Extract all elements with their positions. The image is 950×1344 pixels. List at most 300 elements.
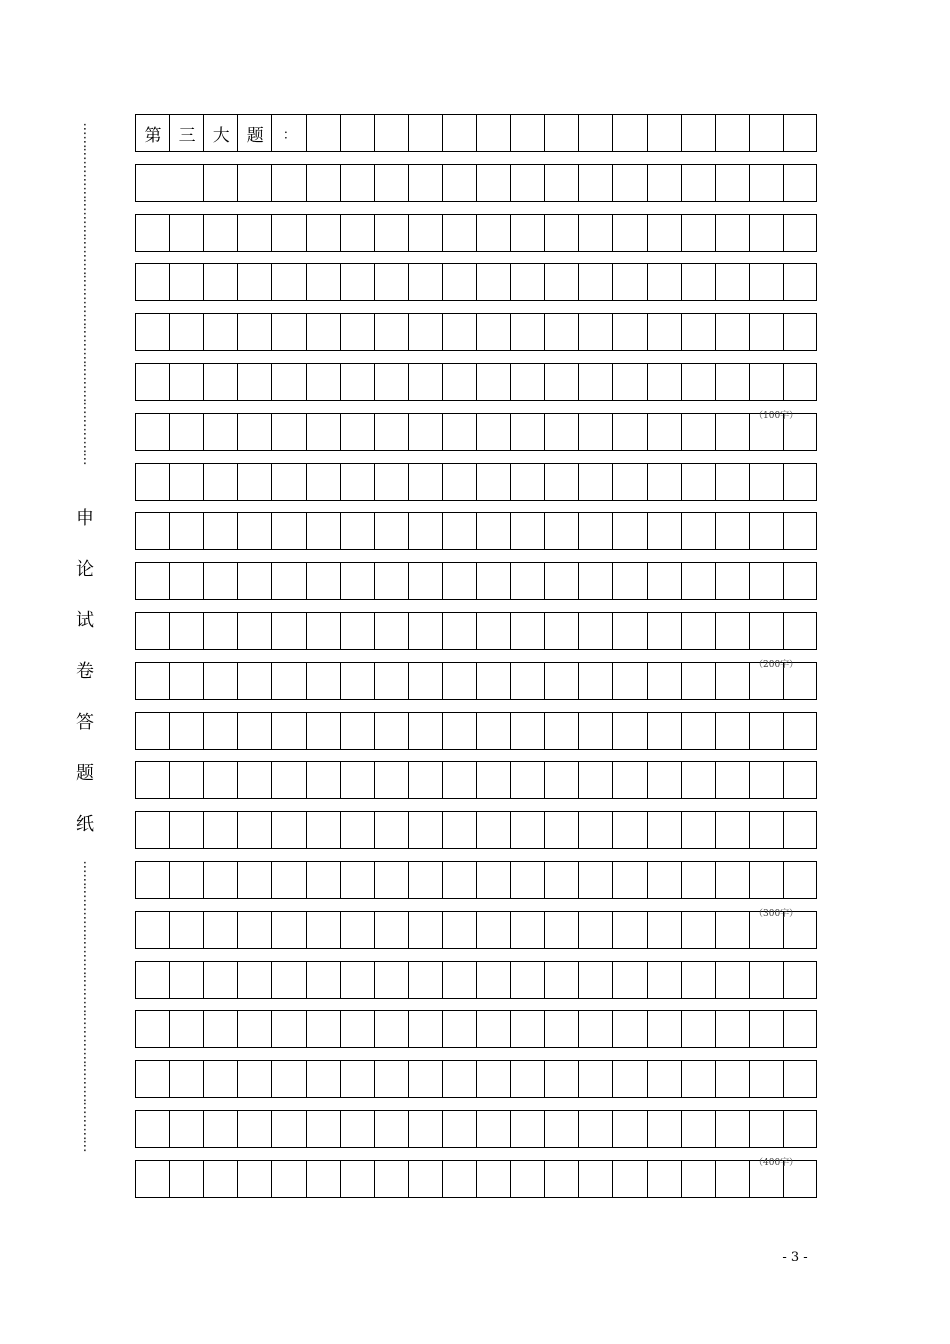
- grid-cell[interactable]: [306, 713, 340, 749]
- grid-cell[interactable]: [271, 364, 305, 400]
- grid-cell[interactable]: [271, 862, 305, 898]
- grid-cell[interactable]: [647, 713, 681, 749]
- grid-cell[interactable]: [237, 264, 271, 300]
- grid-cell[interactable]: [271, 912, 305, 948]
- grid-cell[interactable]: [681, 912, 715, 948]
- grid-cell[interactable]: [715, 464, 749, 500]
- grid-cell[interactable]: [681, 1061, 715, 1097]
- grid-cell[interactable]: [715, 1011, 749, 1047]
- grid-cell[interactable]: [169, 1061, 203, 1097]
- grid-cell[interactable]: [169, 663, 203, 699]
- grid-cell[interactable]: [237, 364, 271, 400]
- grid-cell[interactable]: [715, 1111, 749, 1147]
- grid-cell[interactable]: [408, 1161, 442, 1197]
- grid-cell[interactable]: [578, 563, 612, 599]
- grid-cell[interactable]: [510, 364, 544, 400]
- grid-cell[interactable]: [203, 663, 237, 699]
- grid-cell[interactable]: [271, 1111, 305, 1147]
- grid-cell[interactable]: [510, 663, 544, 699]
- grid-cell[interactable]: [203, 1011, 237, 1047]
- grid-cell[interactable]: [715, 264, 749, 300]
- grid-cell[interactable]: [715, 215, 749, 251]
- grid-cell[interactable]: [169, 563, 203, 599]
- grid-cell[interactable]: [647, 513, 681, 549]
- grid-cell[interactable]: [544, 264, 578, 300]
- grid-cell[interactable]: [510, 1161, 544, 1197]
- grid-cell[interactable]: [715, 762, 749, 798]
- grid-cell[interactable]: [237, 1161, 271, 1197]
- grid-cell[interactable]: [783, 513, 817, 549]
- grid-cell[interactable]: [237, 1061, 271, 1097]
- grid-cell[interactable]: [476, 513, 510, 549]
- grid-cell[interactable]: [578, 962, 612, 998]
- grid-cell[interactable]: [169, 264, 203, 300]
- grid-cell[interactable]: [271, 563, 305, 599]
- grid-cell[interactable]: [578, 1111, 612, 1147]
- grid-cell[interactable]: [647, 364, 681, 400]
- grid-cell[interactable]: [340, 663, 374, 699]
- grid-cell[interactable]: [203, 1161, 237, 1197]
- grid-cell[interactable]: [612, 912, 646, 948]
- grid-cell[interactable]: [612, 165, 646, 201]
- grid-cell[interactable]: [306, 464, 340, 500]
- grid-cell[interactable]: [203, 364, 237, 400]
- grid-cell[interactable]: [783, 962, 817, 998]
- grid-cell[interactable]: [476, 1111, 510, 1147]
- grid-cell[interactable]: [306, 812, 340, 848]
- grid-cell[interactable]: [408, 513, 442, 549]
- grid-cell[interactable]: [681, 314, 715, 350]
- grid-cell[interactable]: [612, 762, 646, 798]
- grid-cell[interactable]: [374, 1111, 408, 1147]
- grid-cell[interactable]: [544, 912, 578, 948]
- grid-cell[interactable]: [271, 264, 305, 300]
- grid-cell[interactable]: [544, 1111, 578, 1147]
- grid-cell[interactable]: [306, 414, 340, 450]
- grid-cell[interactable]: [271, 314, 305, 350]
- grid-cell[interactable]: [442, 563, 476, 599]
- grid-cell[interactable]: [306, 563, 340, 599]
- grid-cell[interactable]: [340, 115, 374, 151]
- grid-cell[interactable]: [783, 613, 817, 649]
- grid-cell[interactable]: [306, 862, 340, 898]
- grid-cell[interactable]: [442, 1161, 476, 1197]
- grid-cell[interactable]: [306, 663, 340, 699]
- grid-cell[interactable]: [476, 1011, 510, 1047]
- grid-cell[interactable]: [544, 812, 578, 848]
- grid-cell[interactable]: [783, 264, 817, 300]
- grid-cell[interactable]: [374, 1161, 408, 1197]
- grid-cell[interactable]: [306, 115, 340, 151]
- grid-cell[interactable]: [647, 464, 681, 500]
- grid-cell[interactable]: [749, 762, 783, 798]
- grid-cell[interactable]: [237, 862, 271, 898]
- grid-cell[interactable]: [442, 414, 476, 450]
- grid-cell[interactable]: [169, 962, 203, 998]
- grid-cell[interactable]: [681, 513, 715, 549]
- grid-cell[interactable]: [715, 513, 749, 549]
- grid-cell[interactable]: [169, 513, 203, 549]
- grid-cell[interactable]: [374, 165, 408, 201]
- grid-cell[interactable]: [374, 762, 408, 798]
- grid-cell[interactable]: [681, 762, 715, 798]
- grid-cell[interactable]: [306, 165, 340, 201]
- grid-cell[interactable]: [237, 912, 271, 948]
- grid-cell[interactable]: [203, 414, 237, 450]
- grid-cell[interactable]: [476, 464, 510, 500]
- grid-cell[interactable]: [203, 464, 237, 500]
- grid-cell[interactable]: [203, 314, 237, 350]
- grid-cell[interactable]: [510, 563, 544, 599]
- grid-cell[interactable]: [510, 912, 544, 948]
- grid-cell[interactable]: [783, 563, 817, 599]
- grid-cell[interactable]: [612, 613, 646, 649]
- grid-cell[interactable]: [647, 912, 681, 948]
- grid-cell[interactable]: [647, 264, 681, 300]
- grid-cell[interactable]: [612, 1061, 646, 1097]
- grid-cell[interactable]: [374, 663, 408, 699]
- grid-cell[interactable]: [510, 1011, 544, 1047]
- grid-cell[interactable]: [271, 215, 305, 251]
- grid-cell[interactable]: [408, 165, 442, 201]
- grid-cell[interactable]: [408, 962, 442, 998]
- grid-cell[interactable]: [510, 513, 544, 549]
- grid-cell[interactable]: [169, 713, 203, 749]
- grid-cell[interactable]: [237, 762, 271, 798]
- grid-cell[interactable]: [510, 962, 544, 998]
- grid-cell[interactable]: [647, 862, 681, 898]
- grid-cell[interactable]: [612, 414, 646, 450]
- grid-cell[interactable]: [647, 215, 681, 251]
- grid-cell[interactable]: [578, 912, 612, 948]
- grid-cell[interactable]: [681, 165, 715, 201]
- grid-cell[interactable]: [169, 762, 203, 798]
- grid-cell[interactable]: [237, 962, 271, 998]
- grid-cell[interactable]: [408, 713, 442, 749]
- grid-cell[interactable]: [408, 215, 442, 251]
- grid-cell[interactable]: [306, 364, 340, 400]
- grid-cell[interactable]: [715, 713, 749, 749]
- grid-cell[interactable]: [715, 912, 749, 948]
- grid-cell[interactable]: [647, 115, 681, 151]
- grid-cell[interactable]: [169, 862, 203, 898]
- grid-cell[interactable]: [510, 862, 544, 898]
- grid-cell[interactable]: [476, 862, 510, 898]
- grid-cell[interactable]: [612, 1011, 646, 1047]
- grid-cell[interactable]: [306, 1161, 340, 1197]
- grid-cell[interactable]: [408, 812, 442, 848]
- grid-cell[interactable]: [271, 613, 305, 649]
- grid-cell[interactable]: [612, 115, 646, 151]
- grid-cell[interactable]: [612, 812, 646, 848]
- grid-cell[interactable]: [544, 215, 578, 251]
- grid-cell[interactable]: [612, 264, 646, 300]
- grid-cell[interactable]: [340, 1161, 374, 1197]
- grid-cell[interactable]: [510, 1111, 544, 1147]
- grid-cell[interactable]: [647, 663, 681, 699]
- grid-cell[interactable]: [715, 364, 749, 400]
- grid-cell[interactable]: [237, 513, 271, 549]
- grid-cell[interactable]: [442, 762, 476, 798]
- grid-cell[interactable]: [476, 414, 510, 450]
- grid-cell[interactable]: [647, 962, 681, 998]
- grid-cell[interactable]: [647, 762, 681, 798]
- grid-cell[interactable]: [408, 762, 442, 798]
- grid-cell[interactable]: [783, 862, 817, 898]
- grid-cell[interactable]: [544, 414, 578, 450]
- grid-cell[interactable]: [237, 563, 271, 599]
- grid-cell[interactable]: [749, 862, 783, 898]
- grid-cell[interactable]: [578, 1061, 612, 1097]
- grid-cell[interactable]: [374, 1061, 408, 1097]
- grid-cell[interactable]: [203, 563, 237, 599]
- grid-cell[interactable]: [442, 613, 476, 649]
- grid-cell[interactable]: [169, 912, 203, 948]
- grid-cell[interactable]: [578, 314, 612, 350]
- grid-cell[interactable]: [681, 663, 715, 699]
- grid-cell[interactable]: [408, 414, 442, 450]
- grid-cell[interactable]: [749, 215, 783, 251]
- grid-cell[interactable]: [715, 1061, 749, 1097]
- grid-cell[interactable]: [578, 1011, 612, 1047]
- grid-cell[interactable]: [271, 165, 305, 201]
- grid-cell[interactable]: [783, 115, 817, 151]
- grid-cell[interactable]: [271, 962, 305, 998]
- grid-cell[interactable]: [510, 1061, 544, 1097]
- grid-cell[interactable]: [169, 314, 203, 350]
- grid-cell[interactable]: [749, 115, 783, 151]
- grid-cell[interactable]: [647, 1161, 681, 1197]
- grid-cell[interactable]: [476, 713, 510, 749]
- grid-cell[interactable]: [612, 962, 646, 998]
- grid-cell[interactable]: [510, 215, 544, 251]
- grid-cell[interactable]: [306, 1011, 340, 1047]
- grid-cell[interactable]: [442, 215, 476, 251]
- grid-cell[interactable]: [544, 762, 578, 798]
- grid-cell[interactable]: [612, 364, 646, 400]
- grid-cell[interactable]: [203, 215, 237, 251]
- grid-cell[interactable]: [578, 762, 612, 798]
- grid-cell[interactable]: [374, 414, 408, 450]
- grid-cell[interactable]: [783, 464, 817, 500]
- grid-cell[interactable]: [169, 613, 203, 649]
- grid-cell[interactable]: [408, 1011, 442, 1047]
- grid-cell[interactable]: [510, 414, 544, 450]
- grid-cell[interactable]: [749, 613, 783, 649]
- grid-cell[interactable]: [203, 912, 237, 948]
- grid-cell[interactable]: [442, 464, 476, 500]
- grid-cell[interactable]: [715, 613, 749, 649]
- grid-cell[interactable]: [749, 1111, 783, 1147]
- grid-cell[interactable]: [203, 862, 237, 898]
- grid-cell[interactable]: [442, 165, 476, 201]
- grid-cell[interactable]: [476, 215, 510, 251]
- grid-cell[interactable]: [442, 115, 476, 151]
- grid-cell[interactable]: [510, 713, 544, 749]
- grid-cell[interactable]: [340, 264, 374, 300]
- grid-cell[interactable]: [203, 1061, 237, 1097]
- grid-cell[interactable]: [408, 264, 442, 300]
- grid-cell[interactable]: [237, 464, 271, 500]
- grid-cell[interactable]: [169, 215, 203, 251]
- grid-cell[interactable]: [169, 364, 203, 400]
- grid-cell[interactable]: [510, 464, 544, 500]
- grid-cell[interactable]: [681, 1161, 715, 1197]
- grid-cell[interactable]: [306, 513, 340, 549]
- grid-cell[interactable]: [476, 663, 510, 699]
- grid-cell[interactable]: [203, 513, 237, 549]
- grid-cell[interactable]: [340, 1111, 374, 1147]
- grid-cell[interactable]: [442, 314, 476, 350]
- grid-cell[interactable]: [578, 414, 612, 450]
- grid-cell[interactable]: [306, 912, 340, 948]
- grid-cell[interactable]: [783, 1011, 817, 1047]
- grid-cell[interactable]: [681, 115, 715, 151]
- grid-cell[interactable]: [612, 513, 646, 549]
- grid-cell[interactable]: [408, 314, 442, 350]
- grid-cell[interactable]: [578, 464, 612, 500]
- grid-cell[interactable]: [271, 663, 305, 699]
- grid-cell[interactable]: [374, 215, 408, 251]
- grid-cell[interactable]: [340, 1011, 374, 1047]
- grid-cell[interactable]: [749, 364, 783, 400]
- grid-cell[interactable]: [647, 314, 681, 350]
- grid-cell[interactable]: [612, 563, 646, 599]
- grid-cell[interactable]: [408, 464, 442, 500]
- grid-cell[interactable]: [408, 364, 442, 400]
- grid-cell[interactable]: [681, 613, 715, 649]
- grid-cell[interactable]: [544, 613, 578, 649]
- grid-cell[interactable]: [715, 165, 749, 201]
- grid-cell[interactable]: [681, 1011, 715, 1047]
- grid-cell[interactable]: [271, 464, 305, 500]
- grid-cell[interactable]: [203, 713, 237, 749]
- grid-cell[interactable]: [203, 613, 237, 649]
- grid-cell[interactable]: [408, 1111, 442, 1147]
- grid-cell[interactable]: [340, 912, 374, 948]
- grid-cell[interactable]: [442, 364, 476, 400]
- grid-cell[interactable]: [169, 1161, 203, 1197]
- grid-cell[interactable]: [442, 1111, 476, 1147]
- grid-cell[interactable]: [749, 264, 783, 300]
- grid-cell[interactable]: [783, 314, 817, 350]
- grid-cell[interactable]: [578, 1161, 612, 1197]
- grid-cell[interactable]: [476, 314, 510, 350]
- grid-cell[interactable]: [203, 264, 237, 300]
- grid-cell[interactable]: [374, 264, 408, 300]
- grid-cell[interactable]: [169, 464, 203, 500]
- grid-cell[interactable]: [681, 713, 715, 749]
- grid-cell[interactable]: [544, 1011, 578, 1047]
- grid-cell[interactable]: [647, 563, 681, 599]
- grid-cell[interactable]: [578, 663, 612, 699]
- grid-cell[interactable]: [203, 962, 237, 998]
- grid-cell[interactable]: [783, 364, 817, 400]
- grid-cell[interactable]: [306, 1061, 340, 1097]
- grid-cell[interactable]: [749, 464, 783, 500]
- grid-cell[interactable]: [442, 264, 476, 300]
- grid-cell[interactable]: [783, 762, 817, 798]
- grid-cell[interactable]: [544, 563, 578, 599]
- grid-cell[interactable]: [783, 215, 817, 251]
- grid-cell[interactable]: [237, 314, 271, 350]
- grid-cell[interactable]: [647, 812, 681, 848]
- grid-cell[interactable]: [203, 812, 237, 848]
- grid-cell[interactable]: [544, 165, 578, 201]
- grid-cell[interactable]: [408, 912, 442, 948]
- grid-cell[interactable]: [647, 1111, 681, 1147]
- grid-cell[interactable]: [578, 513, 612, 549]
- grid-cell[interactable]: [476, 264, 510, 300]
- grid-cell[interactable]: [749, 563, 783, 599]
- grid-cell[interactable]: [374, 713, 408, 749]
- grid-cell[interactable]: [408, 613, 442, 649]
- grid-cell[interactable]: [271, 414, 305, 450]
- grid-cell[interactable]: [476, 115, 510, 151]
- grid-cell[interactable]: [544, 663, 578, 699]
- grid-cell[interactable]: [681, 464, 715, 500]
- grid-cell[interactable]: [271, 812, 305, 848]
- grid-cell[interactable]: [715, 563, 749, 599]
- grid-cell[interactable]: [340, 165, 374, 201]
- grid-cell[interactable]: [340, 762, 374, 798]
- grid-cell[interactable]: [374, 862, 408, 898]
- grid-cell[interactable]: [612, 464, 646, 500]
- grid-cell[interactable]: [237, 713, 271, 749]
- grid-cell[interactable]: [476, 762, 510, 798]
- grid-cell[interactable]: [749, 812, 783, 848]
- grid-cell[interactable]: [578, 115, 612, 151]
- grid-cell[interactable]: [715, 962, 749, 998]
- grid-cell[interactable]: [271, 713, 305, 749]
- grid-cell[interactable]: [374, 115, 408, 151]
- grid-cell[interactable]: [306, 264, 340, 300]
- grid-cell[interactable]: [647, 165, 681, 201]
- grid-cell[interactable]: [681, 264, 715, 300]
- grid-cell[interactable]: [374, 613, 408, 649]
- grid-cell[interactable]: [749, 713, 783, 749]
- grid-cell[interactable]: [715, 314, 749, 350]
- grid-cell[interactable]: [442, 812, 476, 848]
- grid-cell[interactable]: [476, 912, 510, 948]
- grid-cell[interactable]: [169, 812, 203, 848]
- grid-cell[interactable]: [442, 663, 476, 699]
- grid-cell[interactable]: [544, 962, 578, 998]
- grid-cell[interactable]: [271, 1061, 305, 1097]
- grid-cell[interactable]: [544, 464, 578, 500]
- grid-cell[interactable]: [715, 812, 749, 848]
- grid-cell[interactable]: [306, 762, 340, 798]
- grid-cell[interactable]: [681, 364, 715, 400]
- grid-cell[interactable]: [647, 414, 681, 450]
- grid-cell[interactable]: [681, 414, 715, 450]
- grid-cell[interactable]: [510, 314, 544, 350]
- grid-cell[interactable]: [374, 314, 408, 350]
- grid-cell[interactable]: [340, 414, 374, 450]
- grid-cell[interactable]: [442, 862, 476, 898]
- grid-cell[interactable]: [340, 464, 374, 500]
- grid-cell[interactable]: [510, 613, 544, 649]
- grid-cell[interactable]: [749, 1061, 783, 1097]
- grid-cell[interactable]: [374, 912, 408, 948]
- grid-cell[interactable]: [442, 962, 476, 998]
- grid-cell[interactable]: [783, 1061, 817, 1097]
- grid-cell[interactable]: [374, 1011, 408, 1047]
- grid-cell[interactable]: [306, 1111, 340, 1147]
- grid-cell[interactable]: [749, 314, 783, 350]
- grid-cell[interactable]: [203, 762, 237, 798]
- grid-cell[interactable]: [510, 264, 544, 300]
